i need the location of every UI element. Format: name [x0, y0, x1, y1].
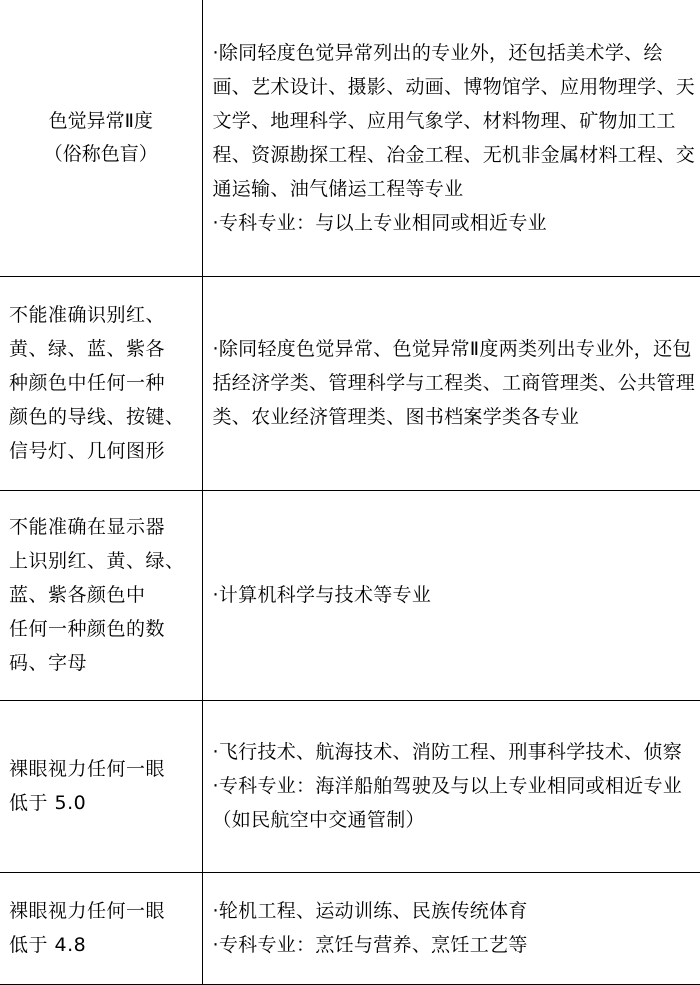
major-cell [202, 0, 700, 276]
condition-line: 颜色的导线、按键、 [9, 400, 200, 434]
major-paragraph: ·轮机工程、运动训练、民族传统体育 [213, 894, 697, 928]
major-cell [202, 872, 700, 984]
condition-text [0, 298, 202, 468]
table-row [0, 490, 700, 700]
condition-line: 裸眼视力任何一眼 [9, 752, 200, 786]
major-paragraph: ·专科专业：烹饪与营养、烹饪工艺等 [213, 928, 697, 962]
condition-line: 不能准确在显示器 [9, 510, 200, 544]
condition-line: 低于 4.8 [9, 928, 200, 962]
condition-cell [0, 0, 202, 276]
major-cell [202, 700, 700, 872]
major-paragraph: ·除同轻度色觉异常列出的专业外，还包括美术学、绘画、艺术设计、摄影、动画、博物馆学、应用物理学、天文学、地理科学、应用气象学、材料物理、矿物加工工程、资源勘探工程、冶金工程、无机非金属材料工程、交通运输、油气储运工程等专业 [213, 36, 697, 206]
major-paragraph: ·专科专业：海洋船舶驾驶及与以上专业相同或相近专业（如民航空中交通管制） [213, 769, 697, 837]
major-cell [202, 276, 700, 490]
condition-cell [0, 276, 202, 490]
condition-line: 蓝、紫各颜色中 [9, 578, 200, 612]
condition-line: 信号灯、几何图形 [9, 434, 200, 468]
major-text [203, 578, 700, 612]
condition-cell [0, 872, 202, 984]
major-cell [202, 490, 700, 700]
condition-text [0, 105, 202, 171]
condition-line: 色觉异常Ⅱ度 [0, 105, 202, 138]
condition-text [0, 752, 202, 820]
condition-line: 不能准确识别红、 [9, 298, 200, 332]
major-text [203, 332, 700, 434]
condition-line: 低于 5.0 [9, 786, 200, 820]
condition-text [0, 894, 202, 962]
condition-cell [0, 490, 202, 700]
condition-line: 码、字母 [9, 646, 200, 680]
major-paragraph: ·计算机科学与技术等专业 [213, 578, 697, 612]
major-text [203, 36, 700, 240]
major-paragraph: ·飞行技术、航海技术、消防工程、刑事科学技术、侦察 [213, 735, 697, 769]
major-paragraph: ·除同轻度色觉异常、色觉异常Ⅱ度两类列出专业外，还包括经济学类、管理科学与工程类、工商管理类、公共管理类、农业经济管理类、图书档案学类各专业 [213, 332, 697, 434]
condition-line: 任何一种颜色的数 [9, 612, 200, 646]
major-text [203, 735, 700, 837]
table-row [0, 872, 700, 984]
condition-line: 上识别红、黄、绿、 [9, 544, 200, 578]
condition-line: 裸眼视力任何一眼 [9, 894, 200, 928]
condition-cell [0, 700, 202, 872]
condition-line: 黄、绿、蓝、紫各 [9, 332, 200, 366]
table-row [0, 276, 700, 490]
condition-text [0, 510, 202, 680]
condition-line: （俗称色盲） [0, 138, 202, 171]
condition-line: 种颜色中任何一种 [9, 366, 200, 400]
table-row [0, 700, 700, 872]
table-row [0, 0, 700, 276]
major-paragraph: ·专科专业：与以上专业相同或相近专业 [213, 206, 697, 240]
major-text [203, 894, 700, 962]
